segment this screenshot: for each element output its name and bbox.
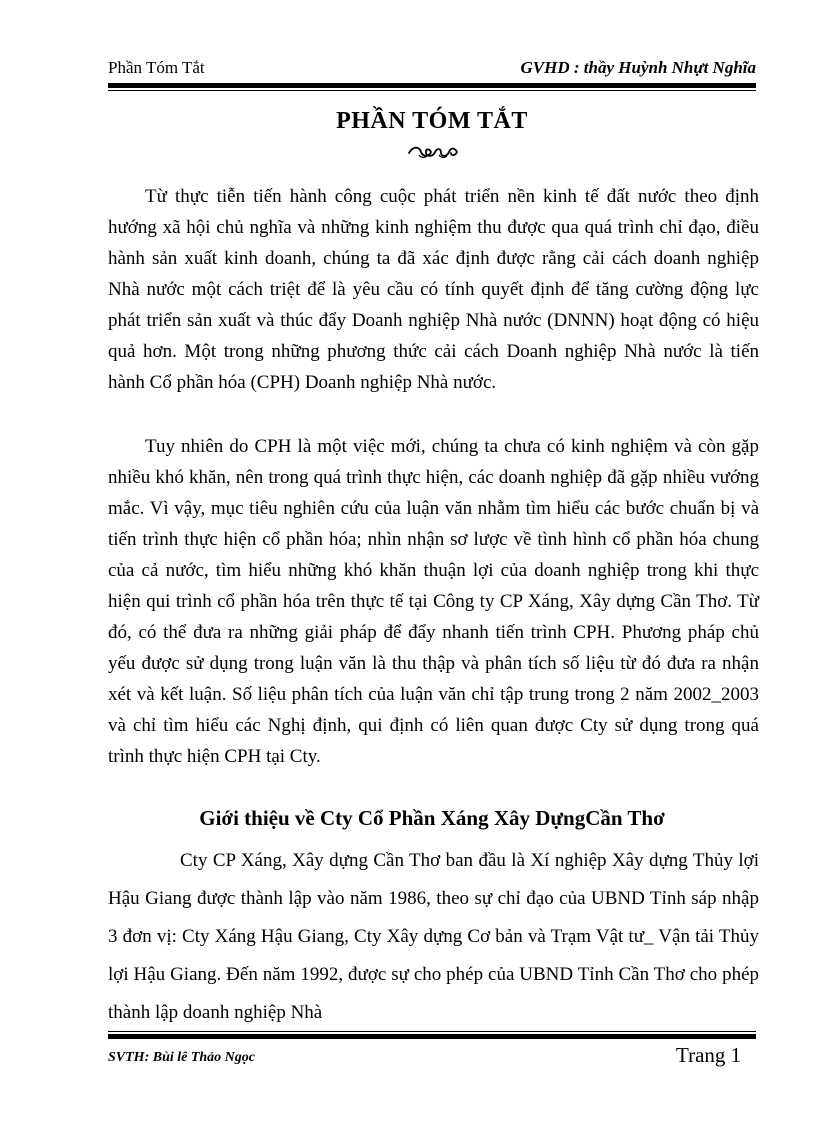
footer-rule-thick	[108, 1034, 756, 1039]
ornament-flourish-icon	[407, 144, 459, 160]
page-number: Trang 1	[676, 1043, 742, 1067]
header-rule-thin	[108, 90, 756, 91]
page-header	[108, 52, 756, 82]
footer-rule-thin	[108, 1031, 756, 1032]
summary-paragraph-2: Tuy nhiên do CPH là một việc mới, chúng ta chưa có kinh nghiệm và còn gặp nhiều khó khăn, nên trong quá trình thực hiện, các doanh nghiệp đã gặp nhiều vướng mắc. Vì vậy, mục tiêu nghiên cứu của luận văn nhằm tìm hiểu các bước chuẩn bị và tiến trình thực hiện cổ phần hóa; nhìn nhận sơ lược về tình hình cổ phần hóa chung của cả nước, tìm hiểu những khó khăn thuận lợi của doanh nghiệp trong khi thực hiện qui trình cổ phần hóa trên thực tế tại Công ty CP Xáng, Xây dựng Cần Thơ. Từ đó, có thể đưa ra những giải pháp để đẩy nhanh tiến trình CPH. Phương pháp chủ yếu được sử dụng trong luận văn là thu thập và phân tích số liệu từ đó đưa ra nhận xét và kết luận. Số liệu phân tích của luận văn chỉ tập trung trong 2 năm 2002_2003 và chỉ tìm hiểu các Nghị định, qui định có liên quan được Cty sử dụng trong quá trình thực hiện CPH tại Cty.	[108, 436, 759, 767]
section-heading: Giới thiệu về Cty Cổ Phần Xáng Xây DựngCần Thơ	[199, 806, 665, 830]
header-advisor: GVHD : thầy Huỳnh Nhựt Nghĩa	[520, 58, 756, 77]
header-rule-thick	[108, 83, 756, 88]
footer-student: SVTH: Bùi lê Thảo Ngọc	[108, 1050, 256, 1065]
summary-paragraph-1: Từ thực tiễn tiến hành công cuộc phát triển nền kinh tế đất nước theo định hướng xã hội chủ nghĩa và những kinh nghiệm thu được qua quá trình chỉ đạo, điều hành sản xuất kinh doanh, chúng ta đã xác định được rằng cải cách doanh nghiệp Nhà nước một cách triệt để là yêu cầu có tính quyết định để tăng cường động lực phát triển sản xuất và thúc đẩy Doanh nghiệp Nhà nước (DNNN) hoạt động có hiệu quả hơn. Một trong những phương thức cải cách Doanh nghiệp Nhà nước là tiến hành Cổ phần hóa (CPH) Doanh nghiệp Nhà nước.	[108, 186, 759, 393]
page-title: PHẦN TÓM TẮT	[336, 108, 528, 134]
header-section-title: Phần Tóm Tắt	[108, 58, 205, 77]
intro-paragraph: Cty CP Xáng, Xây dựng Cần Thơ ban đầu là Xí nghiệp Xây dựng Thủy lợi Hậu Giang được thành lập vào năm 1986, theo sự chỉ đạo của UBND Tỉnh sáp nhập 3 đơn vị: Cty Xáng Hậu Giang, Cty Xây dựng Cơ bản và Trạm Vật tư_ Vận tải Thủy lợi Hậu Giang. Đến năm 1992, được sự cho phép của UBND Tỉnh Cần Thơ cho phép thành lập doanh nghiệp Nhà	[108, 850, 759, 1023]
